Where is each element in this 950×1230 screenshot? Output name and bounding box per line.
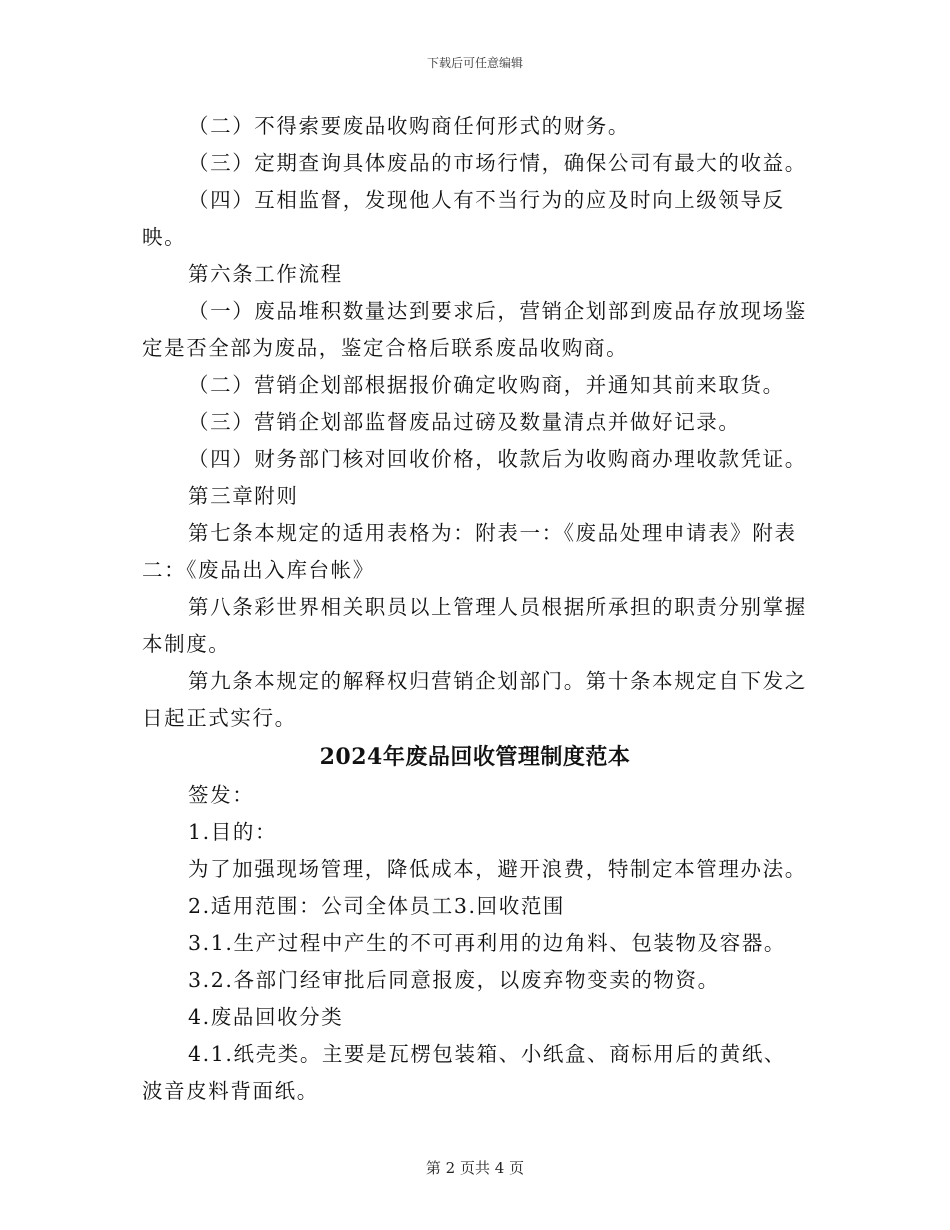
page-footer: 第 2 页共 4 页: [425, 1159, 525, 1177]
paragraph: 2.适用范围：公司全体员工3.回收范围: [188, 894, 566, 918]
paragraph: （一）废品堆积数量达到要求后，营销企划部到废品存放现场鉴定是否全部为废品，鉴定合格后联系废品收购商。: [142, 299, 807, 360]
paragraph: 3.2.各部门经审批后同意报废，以废弃物变卖的物资。: [188, 968, 720, 992]
paragraph: 4.1.纸壳类。主要是瓦楞包装箱、小纸盒、商标用后的黄纸、波音皮料背面纸。: [142, 1042, 787, 1103]
paragraph: 签发：: [188, 783, 255, 807]
document-title: 2024年废品回收管理制度范本: [319, 744, 631, 770]
paragraph: （四）财务部门核对回收价格，收款后为收购商办理收款凭证。: [188, 447, 807, 471]
paragraph: 3.1.生产过程中产生的不可再利用的边角料、包装物及容器。: [188, 931, 787, 955]
paragraph: （二）不得索要废品收购商任何形式的财务。: [188, 114, 630, 138]
paragraph: 为了加强现场管理，降低成本，避开浪费，特制定本管理办法。: [188, 857, 807, 881]
paragraph: 1.目的：: [188, 820, 278, 844]
chapter-heading: 第三章附则: [188, 484, 299, 508]
paragraph: （三）定期查询具体废品的市场行情，确保公司有最大的收益。: [188, 151, 807, 175]
paragraph: （四）互相监督，发现他人有不当行为的应及时向上级领导反映。: [142, 188, 785, 249]
paragraph: （三）营销企划部监督废品过磅及数量清点并做好记录。: [188, 410, 741, 434]
paragraph: 4.废品回收分类: [188, 1005, 344, 1029]
paragraph: （二）营销企划部根据报价确定收购商，并通知其前来取货。: [188, 373, 785, 397]
paragraph: 第八条彩世界相关职员以上管理人员根据所承担的职责分别掌握本制度。: [142, 595, 807, 656]
paragraph: 第七条本规定的适用表格为：附表一：《废品处理申请表》附表二：《废品出入库台帐》: [142, 521, 797, 582]
page-header: 下载后可任意编辑: [426, 56, 523, 70]
document-body: [142, 108, 808, 1110]
paragraph: 第九条本规定的解释权归营销企划部门。第十条本规定自下发之日起正式实行。: [142, 669, 807, 730]
section-heading: 第六条工作流程: [188, 262, 343, 286]
